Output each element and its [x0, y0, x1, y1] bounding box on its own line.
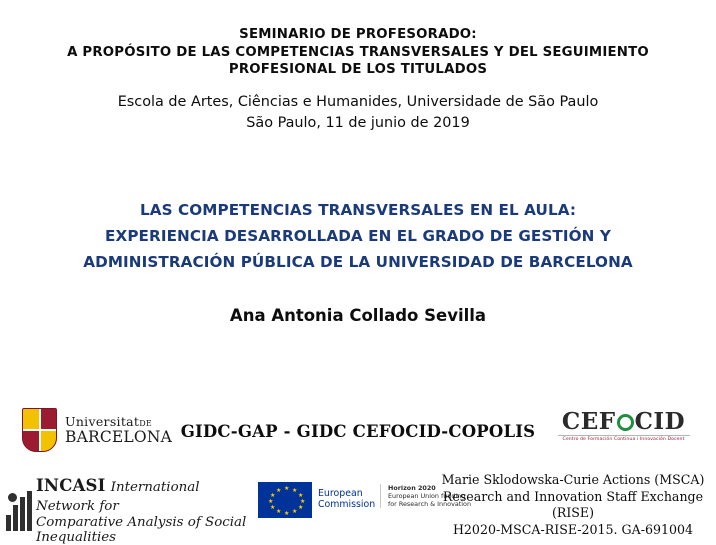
cefocid-part2: CID [634, 408, 686, 435]
logo-row [0, 408, 716, 460]
horizon-line-1: Horizon 2020 [388, 484, 436, 492]
msca-funding-note [430, 472, 716, 538]
venue-date: São Paulo, 11 de junio de 2019 [246, 115, 470, 131]
eu-label-line-2: Commission [318, 499, 376, 510]
cefocid-divider [558, 435, 690, 436]
cefocid-subtitle: Centro de Formación Continua i Innovación Docent [562, 437, 685, 443]
seminar-line-2: A PROPÓSITO DE LAS COMPETENCIAS TRANSVERSALES Y DEL SEGUIMIENTO [67, 44, 649, 60]
page-title-line-3: ADMINISTRACIÓN PÚBLICA DE LA UNIVERSIDAD DE BARCELONA [83, 253, 633, 271]
msca-line-3: H2020-MSCA-RISE-2015. GA-691004 [452, 521, 694, 537]
barcelona-shield-icon [22, 408, 57, 452]
msca-line-1: Marie Sklodowska-Curie Actions (MSCA) [441, 472, 705, 487]
incasi-tagline-1: International Network for [36, 480, 200, 514]
incasi-tagline-2: Comparative Analysis of Social Inequalities [36, 515, 247, 545]
incasi-wordmark [36, 476, 252, 545]
cefocid-part1: CEF [561, 408, 616, 435]
eu-label [318, 489, 375, 511]
eu-label-line-1: European [318, 488, 363, 500]
incasi-bars-icon [6, 491, 32, 531]
cefocid-wordmark [551, 410, 696, 434]
incasi-name: INCASI [36, 476, 106, 495]
page-title-line-2: EXPERIENCIA DESARROLLADA EN EL GRADO DE GESTIÓN Y [105, 227, 611, 245]
cefocid-ring-icon [617, 414, 634, 431]
footer-logos [0, 472, 716, 545]
author-name: Ana Antonia Collado Sevilla [229, 306, 487, 325]
eu-flag-icon: ★ ★ ★ ★ ★ ★ ★ ★ ★ ★ ★ ★ [258, 482, 312, 518]
seminar-header [0, 26, 716, 79]
european-commission-logo [258, 482, 375, 518]
page-title-line-1: LAS COMPETENCIAS TRANSVERSALES EN EL AULA: [139, 201, 577, 219]
venue-location: Escola de Artes, Ciências e Humanides, Universidade de São Paulo [117, 94, 599, 110]
cefocid-logo [551, 410, 696, 442]
horizon-line-2: European Union funding [388, 492, 466, 500]
ub-line1: Universitat [65, 414, 140, 430]
incasi-logo [6, 476, 252, 545]
seminar-line-3: PROFESIONAL DE LOS TITULADOS [228, 62, 488, 77]
gidc-groups-label: GIDC-GAP - GIDC CEFOCID-COPOLIS [180, 422, 536, 441]
msca-line-2: Research and Innovation Staff Exchange (RISE) [442, 488, 704, 520]
ub-line2: BARCELONA [65, 427, 172, 446]
horizon-line-3: for Research & Innovation [388, 500, 472, 508]
seminar-line-1: SEMINARIO DE PROFESORADO: [239, 27, 477, 42]
ub-wordmark [65, 415, 172, 445]
universitat-de-barcelona-logo [22, 408, 172, 452]
venue-info [0, 92, 716, 134]
ub-line1-small: DE [139, 419, 152, 429]
page-title [0, 197, 716, 275]
